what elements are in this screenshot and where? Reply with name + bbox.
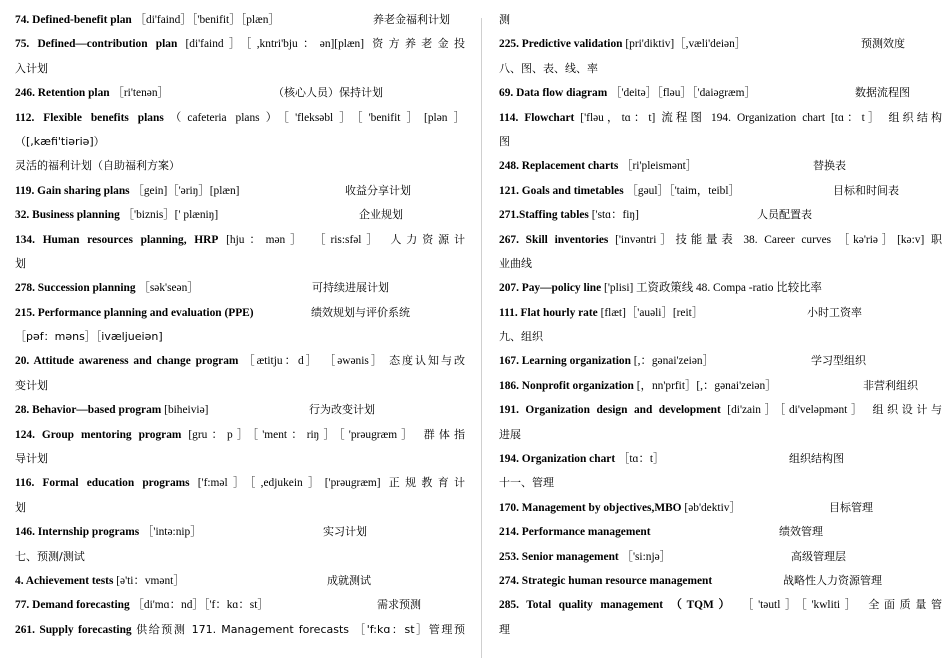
- line-text: 七、预测/测试: [15, 549, 85, 563]
- line-text: ［pəf：məns］［ivæljueiən]: [15, 330, 163, 344]
- term-english: Goals and timetables: [521, 184, 624, 197]
- term-number: 194.: [499, 453, 522, 466]
- term-english: Organization design and development: [525, 404, 721, 417]
- term-english: Behavior—based program: [32, 404, 162, 417]
- term-chinese: 供给预测 171. Management forecasts ［'f:kɑ：st］管理预: [136, 622, 465, 636]
- term-pronunciation: [ə'ti：vmənt］: [113, 574, 185, 587]
- term-english: Skill inventories: [525, 233, 609, 246]
- term-english: Human resources planning, HRP: [42, 233, 219, 246]
- term-number: 253.: [499, 550, 522, 563]
- term-english: Supply forecasting: [39, 623, 132, 636]
- left-line: [15, 471, 465, 495]
- term-pronunciation: ［'si:njə］: [618, 550, 672, 563]
- term-number: 207.: [499, 282, 522, 295]
- term-pronunciation: ［di'faind］［'benifit］［plæn］: [131, 14, 280, 26]
- left-line: [15, 593, 465, 617]
- term-number: 121.: [499, 184, 522, 197]
- term-number: 191.: [499, 404, 526, 417]
- term-english: Retention plan: [37, 87, 110, 100]
- term-number: 20.: [15, 355, 34, 368]
- term-english: Attitude awareness and change program: [33, 355, 239, 368]
- term-chinese: 职: [931, 232, 942, 246]
- term-chinese: 绩效管理: [779, 525, 823, 539]
- term-chinese: 绩效规划与评价系统: [311, 305, 410, 319]
- term-pronunciation: [flæt]［'auəli］[reit］: [597, 306, 704, 319]
- term-chinese: 行为改变计划: [309, 403, 375, 417]
- right-line: [499, 154, 942, 178]
- term-pronunciation: ['plisi] 工资政策线 48. Compa -ratio 比较比率: [601, 282, 822, 295]
- term-chinese: 资方养老金投: [372, 37, 465, 51]
- right-line: [499, 496, 942, 520]
- term-number: 170.: [499, 501, 522, 514]
- left-line: [15, 32, 465, 56]
- right-line: [499, 374, 942, 398]
- term-number: 271.: [499, 209, 519, 222]
- term-chinese: 替换表: [813, 159, 846, 173]
- term-english: Flexible benefits plans: [43, 111, 164, 124]
- term-pronunciation: [di'faind］［,kntri'bju：ən][plæn]: [177, 38, 365, 51]
- right-line: [499, 276, 942, 300]
- term-pronunciation: ［gəul］［'taim，teibl］: [623, 184, 740, 197]
- right-line: [499, 57, 942, 81]
- term-number: 214.: [499, 526, 522, 539]
- left-column: [15, 8, 465, 642]
- term-pronunciation: ［'təutl］［'kwliti］: [734, 599, 861, 612]
- term-number: 246.: [15, 87, 38, 100]
- term-english: Organization chart: [521, 453, 616, 466]
- term-english: Predictive validation: [521, 38, 623, 51]
- right-line: [499, 545, 942, 569]
- right-line: [499, 423, 942, 447]
- term-pronunciation: ［ætitju：d］ ［əwənis］: [238, 355, 385, 368]
- term-english: Formal education programs: [42, 477, 190, 490]
- term-english: Nonprofit organization: [521, 379, 634, 392]
- term-english: Flat hourly rate: [520, 306, 598, 319]
- term-number: 261.: [15, 623, 40, 636]
- term-number: 186.: [499, 379, 522, 392]
- term-pronunciation: ［'deitə］［fləu］［'daiəgræm］: [607, 87, 756, 100]
- line-text: 进展: [499, 427, 521, 441]
- line-text: 导计划: [15, 452, 48, 466]
- left-line: [15, 447, 465, 471]
- term-pronunciation: ［ri'pleismənt］: [618, 160, 698, 173]
- term-number: 167.: [499, 355, 522, 368]
- left-line: [15, 130, 465, 154]
- line-text: 业曲线: [499, 256, 532, 270]
- right-line: [499, 520, 942, 544]
- left-line: [15, 374, 465, 398]
- term-pronunciation: ［tɑ：t］: [615, 453, 665, 466]
- term-chinese: 组织结构: [888, 110, 942, 124]
- term-pronunciation: ［di'mɑ：nd］［'f：kɑ：st］: [129, 599, 269, 612]
- line-text: 九、组织: [499, 330, 543, 344]
- term-number: 32.: [15, 209, 33, 222]
- term-chinese: 人力资源计: [390, 232, 465, 246]
- term-number: 75.: [15, 38, 38, 51]
- term-chinese: 群体指: [423, 427, 465, 441]
- right-line: [499, 203, 942, 227]
- column-divider: [481, 18, 482, 658]
- term-number: 225.: [499, 38, 522, 51]
- left-line: [15, 349, 465, 373]
- term-number: 267.: [499, 233, 526, 246]
- term-pronunciation: [,：gənai'zeiən］: [630, 355, 714, 368]
- left-line: [15, 520, 465, 544]
- left-line: [15, 423, 465, 447]
- right-line: [499, 179, 942, 203]
- term-number: 112.: [15, 111, 44, 124]
- right-line: [499, 569, 942, 593]
- right-line: [499, 81, 942, 105]
- term-chinese: 企业规划: [359, 208, 403, 222]
- left-line: [15, 203, 465, 227]
- term-english: Defined—contribution plan: [37, 38, 178, 51]
- right-line: [499, 130, 942, 154]
- left-line: [15, 618, 465, 642]
- term-number: 274.: [499, 574, 522, 587]
- right-line: [499, 32, 942, 56]
- left-line: [15, 8, 465, 32]
- term-number: 119.: [15, 184, 38, 197]
- term-pronunciation: ['stɑ：fiŋ]: [588, 209, 639, 222]
- term-chinese: 战略性人力资源管理: [783, 573, 882, 587]
- term-chinese: 收益分享计划: [345, 183, 411, 197]
- line-text: 八、图、表、线、率: [499, 61, 598, 75]
- term-pronunciation: [əb'dektiv］: [681, 501, 741, 514]
- left-line: [15, 545, 465, 569]
- term-english: Staffing tables: [518, 209, 589, 222]
- term-chinese: 人员配置表: [757, 208, 812, 222]
- line-text: 十一、管理: [499, 476, 554, 490]
- left-line: [15, 398, 465, 422]
- term-english: Demand forecasting: [32, 599, 130, 612]
- left-line: [15, 569, 465, 593]
- term-number: 111.: [499, 306, 521, 319]
- term-english: Replacement charts: [521, 160, 619, 173]
- right-line: [499, 593, 942, 617]
- line-text: （[,kæfi'tiəriə]）: [15, 134, 105, 148]
- term-chinese: 实习计划: [323, 525, 367, 539]
- left-line: [15, 106, 465, 130]
- term-pronunciation: ['f:məl］［,edjukein］['prəugræm]: [189, 477, 381, 490]
- term-chinese: 成就测试: [327, 573, 371, 587]
- term-chinese: 组织设计与: [872, 403, 942, 417]
- term-pronunciation: ［sək'seən］: [135, 282, 199, 295]
- term-number: 4.: [15, 574, 26, 587]
- term-pronunciation: ['invəntri］技能量表 38. Career curves ［kə'riə］[kə:v]: [608, 233, 925, 246]
- right-line: [499, 471, 942, 495]
- term-chinese: 全面质量管: [868, 598, 942, 612]
- term-english: Management by objectives,MBO: [521, 501, 682, 514]
- term-pronunciation: ［'intə:nip］: [139, 526, 202, 539]
- term-english: Business planning: [32, 209, 120, 222]
- term-english: Group mentoring program: [41, 428, 182, 441]
- line-text: 灵活的福利计划（自助福利方案）: [15, 159, 180, 173]
- left-line: [15, 252, 465, 276]
- left-line: [15, 496, 465, 520]
- term-pronunciation: [，nn'prfit］[,：gənai'zeiən］: [633, 379, 777, 392]
- left-line: [15, 276, 465, 300]
- term-chinese: 数据流程图: [855, 86, 910, 100]
- term-number: 69.: [499, 87, 517, 100]
- term-pronunciation: ［gein]［'əriŋ］[plæn]: [129, 184, 240, 197]
- term-chinese: 组织结构图: [789, 452, 844, 466]
- term-chinese: 正规教育计: [388, 476, 465, 490]
- term-number: 74.: [15, 14, 33, 26]
- right-column: [499, 8, 942, 642]
- term-chinese: 可持续进展计划: [312, 281, 389, 295]
- term-english: Pay—policy line: [521, 282, 602, 295]
- term-chinese: 预测效度: [861, 37, 905, 51]
- left-line: [15, 228, 465, 252]
- left-line: [15, 57, 465, 81]
- left-line: [15, 301, 465, 325]
- term-number: 124.: [15, 428, 42, 441]
- line-text: 入计划: [15, 61, 48, 75]
- term-number: 114.: [499, 111, 525, 124]
- term-chinese: 学习型组织: [811, 354, 866, 368]
- right-line: [499, 349, 942, 373]
- term-chinese: 态度认知与改: [389, 354, 465, 368]
- right-line: [499, 228, 942, 252]
- term-pronunciation: [gru：p］［'ment：riŋ］［'prəugræm］: [181, 428, 417, 441]
- term-chinese: 目标管理: [829, 500, 873, 514]
- term-english: Strategic human resource management: [521, 574, 713, 587]
- term-pronunciation: （cafeteria plans）［'fleksəbl］［'benifit］[plən］: [163, 111, 465, 124]
- term-chinese: 小时工资率: [807, 305, 862, 319]
- term-english: Gain sharing plans: [37, 184, 130, 197]
- term-pronunciation: ［ri'tenən］: [109, 87, 169, 100]
- term-chinese: （核心人员）保持计划: [273, 86, 383, 100]
- right-line: [499, 106, 942, 130]
- right-line: [499, 618, 942, 642]
- left-line: [15, 179, 465, 203]
- term-chinese: 养老金福利计划: [373, 13, 450, 26]
- right-line: [499, 325, 942, 349]
- term-pronunciation: [hju：mən］ ［ris:sfəl］: [218, 233, 383, 246]
- term-pronunciation: [di'zain］［di'veləpmənt］: [720, 404, 866, 417]
- term-english: Total quality management （TQM）: [526, 599, 735, 612]
- term-number: 116.: [15, 477, 43, 490]
- term-number: 248.: [499, 160, 522, 173]
- right-line: [499, 252, 942, 276]
- line-text: 划: [15, 500, 26, 514]
- line-text: 理: [499, 622, 510, 636]
- left-line: [15, 81, 465, 105]
- term-pronunciation: [pri'diktiv]［,væli'deiən］: [622, 38, 747, 51]
- term-pronunciation: ['fləu，tɑ：t] 流程图 194. Organization chart [tɑ：t］: [574, 111, 883, 124]
- term-number: 28.: [15, 404, 33, 417]
- term-chinese: 目标和时间表: [833, 183, 899, 197]
- term-english: Senior management: [521, 550, 619, 563]
- term-english: Internship programs: [37, 526, 140, 539]
- term-english: Performance management: [521, 526, 651, 539]
- term-english: Data flow diagram: [516, 87, 608, 100]
- line-text: 变计划: [15, 378, 48, 392]
- term-english: Flowchart: [524, 111, 575, 124]
- term-pronunciation: ［'biznis］[' plæniŋ]: [119, 209, 219, 222]
- term-english: Succession planning: [37, 282, 136, 295]
- right-line: [499, 301, 942, 325]
- term-number: 134.: [15, 233, 43, 246]
- term-english: Defined-benefit plan: [32, 14, 132, 26]
- term-pronunciation: [biheiviə]: [161, 404, 209, 417]
- term-english: Achievement tests: [25, 574, 114, 587]
- line-text: 图: [499, 134, 510, 148]
- term-number: 77.: [15, 599, 33, 612]
- term-english: Performance planning and evaluation (PPE): [37, 306, 254, 319]
- term-chinese: 需求预测: [377, 598, 421, 612]
- term-number: 278.: [15, 282, 38, 295]
- term-chinese: 非营利组织: [863, 378, 918, 392]
- term-number: 285.: [499, 599, 527, 612]
- right-line: [499, 8, 942, 32]
- term-chinese: 高级管理层: [791, 549, 846, 563]
- left-line: [15, 325, 465, 349]
- term-number: 215.: [15, 306, 38, 319]
- right-line: [499, 447, 942, 471]
- term-english: Learning organization: [521, 355, 631, 368]
- term-number: 146.: [15, 526, 38, 539]
- line-text: 测: [499, 13, 510, 26]
- left-line: [15, 154, 465, 178]
- line-text: 划: [15, 256, 26, 270]
- right-line: [499, 398, 942, 422]
